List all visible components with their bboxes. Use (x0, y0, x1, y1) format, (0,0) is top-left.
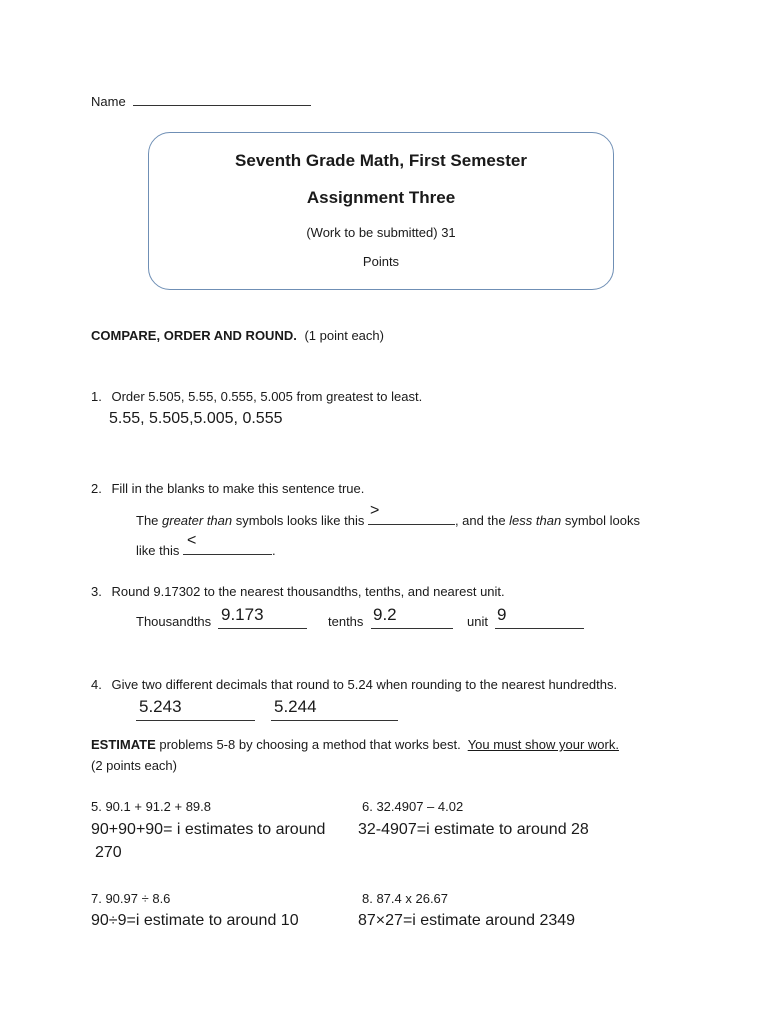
question-5-answer[interactable]: 90+90+90= i estimates to around (91, 821, 326, 838)
question-8: 8. 87.4 x 26.67 (362, 891, 449, 906)
q4-answer-1: 5.243 (139, 697, 182, 716)
section-estimate-text: problems 5-8 by choosing a method that works best. (155, 737, 468, 752)
question-4-text: Give two different decimals that round to 5.24 when rounding to the nearest hundredths. (111, 677, 618, 692)
section-estimate-points: (2 points each) (91, 758, 177, 773)
question-1-number: 1. (91, 389, 102, 404)
question-2-line-1 (136, 502, 640, 528)
question-1-answer[interactable]: 5.55, 5.505,5.005, 0.555 (109, 410, 283, 427)
section-estimate-heading (91, 737, 619, 752)
question-8-answer[interactable]: 87×27=i estimate around 2349 (358, 912, 576, 929)
q3-tenths-answer: 9.2 (373, 605, 397, 624)
question-5: 5. 90.1 + 91.2 + 89.8 (91, 799, 211, 814)
q3-unit-answer: 9 (497, 605, 507, 624)
section-compare-points: (1 point each) (304, 328, 384, 343)
q3-thousandths-label: Thousandths (136, 614, 212, 629)
submission-note: (Work to be submitted) 31 (306, 225, 456, 240)
question-4 (91, 677, 617, 692)
q2-text-d: , and the (454, 513, 510, 528)
section-compare-heading (91, 328, 384, 343)
question-2 (91, 481, 364, 496)
question-5-answer-cont[interactable]: 270 (95, 844, 122, 861)
assignment-title: Seventh Grade Math, First Semester (235, 151, 527, 170)
section-estimate-must: You must show your work. (467, 737, 619, 752)
q2-text-greater-than: greater than (162, 513, 233, 528)
q3-tenths-label: tenths (328, 614, 364, 629)
q3-thousandths-answer: 9.173 (221, 605, 264, 624)
q2-text-line2-b: . (271, 543, 276, 558)
name-label: Name (91, 94, 126, 109)
q2-text-c: symbols looks like this (232, 513, 368, 528)
question-7: 7. 90.97 ÷ 8.6 (91, 891, 171, 906)
question-2-text: Fill in the blanks to make this sentence true. (111, 481, 365, 496)
name-line (91, 93, 311, 109)
question-6-answer[interactable]: 32-4907=i estimate to around 28 (358, 821, 589, 838)
title-box (148, 132, 614, 290)
question-2-line-2 (136, 532, 276, 558)
q2-text-less-than: less than (509, 513, 562, 528)
q3-unit-label: unit (467, 614, 488, 629)
q3-unit-blank[interactable] (495, 615, 584, 629)
question-1 (91, 389, 422, 404)
points-note: Points (362, 254, 400, 269)
q2-blank-less[interactable] (183, 532, 272, 555)
section-estimate-title: ESTIMATE (91, 737, 156, 752)
question-3-number: 3. (91, 584, 102, 599)
question-6: 6. 32.4907 – 4.02 (362, 799, 464, 814)
q4-answer-2: 5.244 (274, 697, 317, 716)
question-4-number: 4. (91, 677, 102, 692)
q2-answer-greater: > (369, 502, 380, 519)
section-compare-title: COMPARE, ORDER AND ROUND. (91, 328, 297, 343)
q2-text-line2-a: like this (136, 543, 183, 558)
assignment-subtitle: Assignment Three (306, 188, 456, 207)
q2-text-a: The (136, 513, 163, 528)
q2-text-f: symbol looks (561, 513, 640, 528)
name-blank[interactable] (133, 93, 311, 106)
q2-blank-greater[interactable] (368, 502, 455, 525)
question-7-answer[interactable]: 90÷9=i estimate to around 10 (91, 912, 299, 929)
question-3 (91, 584, 505, 599)
question-1-text: Order 5.505, 5.55, 0.555, 5.005 from greatest to least. (111, 389, 423, 404)
question-3-text: Round 9.17302 to the nearest thousandths, tenths, and nearest unit. (111, 584, 505, 599)
q2-answer-less: < (186, 532, 197, 549)
question-2-number: 2. (91, 481, 102, 496)
